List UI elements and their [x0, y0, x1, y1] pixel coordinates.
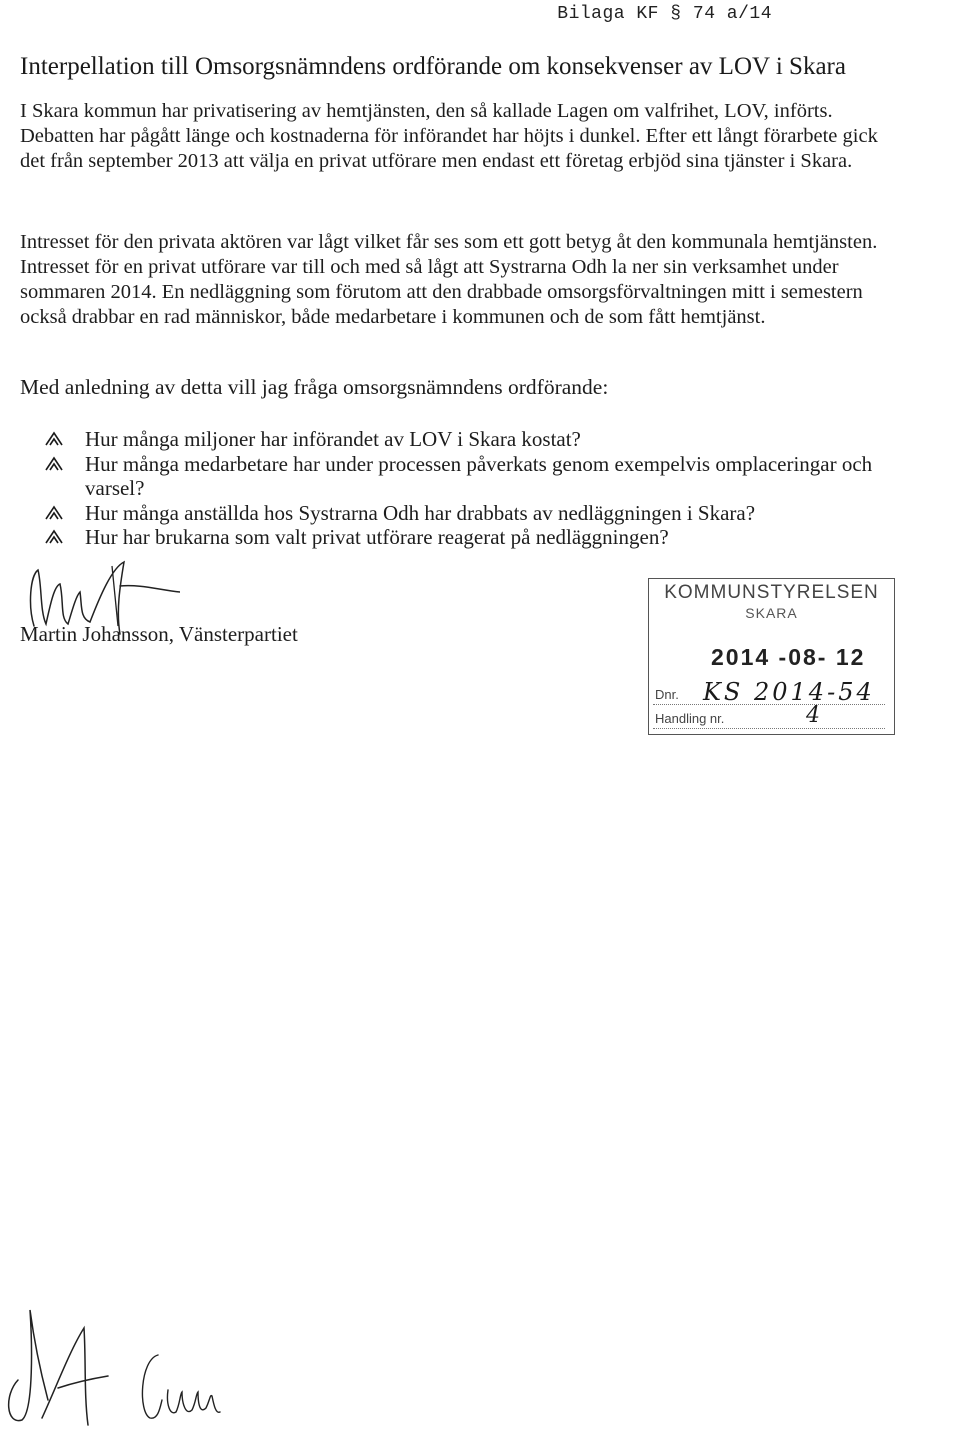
handwritten-initials: [0, 1300, 230, 1431]
stamp-dnr-value: KS 2014-54: [703, 678, 875, 706]
caret-bullet-icon: [44, 505, 64, 521]
stamp-organization: KOMMUNSTYRELSEN: [664, 582, 879, 603]
stamp-city: SKARA: [745, 605, 798, 621]
stamp-dnr-label: Dnr.: [655, 687, 679, 702]
caret-bullet-icon: [44, 431, 64, 447]
question-text: Hur många anställda hos Systrarna Odh har drabbats av nedläggningen i Skara?: [85, 500, 756, 525]
paragraph-question-lead: Med anledning av detta vill jag fråga omsorgsnämndens ordförande:: [20, 375, 609, 399]
question-item: [44, 525, 884, 550]
question-item: [44, 501, 884, 526]
registration-stamp: [648, 578, 895, 735]
question-text: Hur har brukarna som valt privat utförare reagerat på nedläggningen?: [85, 525, 669, 549]
signatory-name: Martin Johansson, Vänsterpartiet: [20, 622, 298, 646]
stamp-handling-row: [653, 702, 885, 729]
paragraph-interest: Intresset för den privata aktören var lågt vilket får ses som ett gott betyg åt den kommunala hemtjänsten. Intresset för en privat utförare var till och med så lågt att Systrarna Odh la ner sin verksamhet under sommaren 2014. En nedläggning som förutom att den drabbade omsorgsförvaltningen mitt i semestern också drabbar en rad människor, både medarbetare i kommunen och de som fått hemtjänst.: [20, 231, 878, 328]
question-text: Hur många miljoner har införandet av LOV i Skara kostat?: [85, 427, 581, 451]
stamp-handling-label: Handling nr.: [655, 711, 725, 726]
stamp-dnr-row: [653, 676, 885, 705]
question-list: [44, 427, 884, 550]
question-text: Hur många medarbetare har under processen påverkats genom exempelvis omplaceringar och varsel?: [85, 451, 873, 500]
paragraph-intro: I Skara kommun har privatisering av hemtjänsten, den så kallade Lagen om valfrihet, LOV, införts. Debatten har pågått länge och kostnaderna för införandet har höjts i dunkel. Efter ett långt förarbete gick det från september 2013 att välja en privat utförare men endast ett företag erbjöd sina tjänster i Skara.: [20, 100, 878, 172]
stamp-handling-value: 4: [806, 703, 820, 728]
question-item: [44, 427, 884, 452]
caret-bullet-icon: [44, 529, 64, 545]
question-item: [44, 452, 884, 501]
stamp-date: 2014 -08- 12: [711, 644, 866, 670]
document-title: Interpellation till Omsorgsnämndens ordförande om konsekvenser av LOV i Skara: [20, 53, 846, 80]
annex-label: Bilaga KF § 74 a/14: [557, 4, 772, 24]
caret-bullet-icon: [44, 456, 64, 472]
